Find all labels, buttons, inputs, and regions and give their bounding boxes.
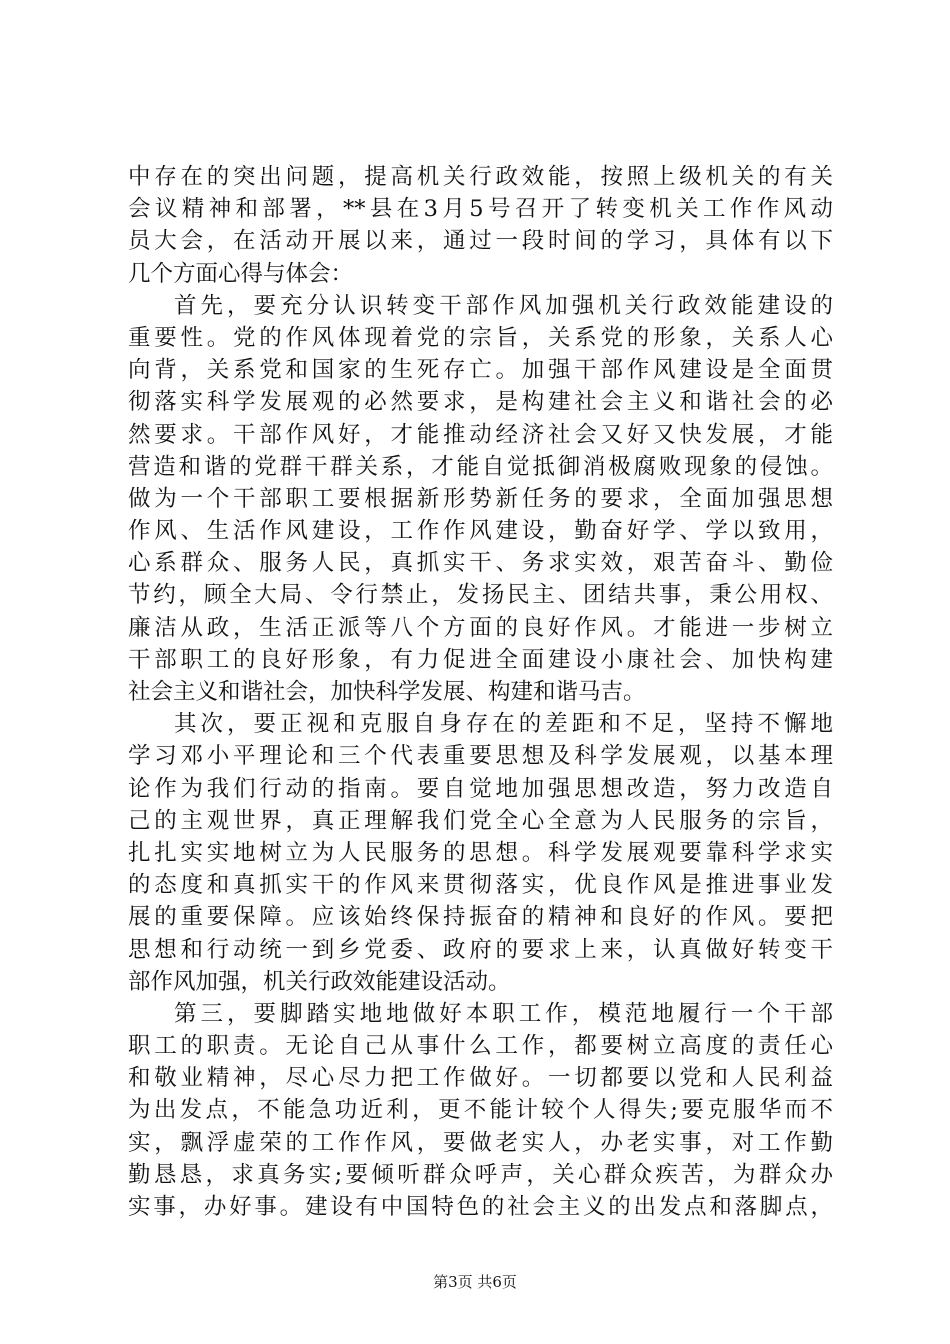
text-line: 几个方面心得与体会： <box>128 260 354 287</box>
text-line: 心系群众、服务人民，真抓实干、务求实效，艰苦奋斗、勤俭 <box>128 550 833 577</box>
text-line: 然要求。干部作风好，才能推动经济社会又好又快发展，才能 <box>128 421 833 448</box>
text-line: 实事，办好事。建设有中国特色的社会主义的出发点和落脚点， <box>128 1194 833 1220</box>
text-line: 干部职工的良好形象，有力促进全面建设小康社会、加快构建 <box>128 646 833 673</box>
text-line: 彻落实科学发展观的必然要求，是构建社会主义和谐社会的必 <box>128 389 833 416</box>
text-line: 首先，要充分认识转变干部作风加强机关行政效能建设的 <box>174 292 833 319</box>
text-line: 做为一个干部职工要根据新形势新任务的要求，全面加强思想 <box>128 485 833 512</box>
text-line: 和敬业精神，尽心尽力把工作做好。一切都要以党和人民利益 <box>128 1065 833 1092</box>
text-line: 思想和行动统一到乡党委、政府的要求上来，认真做好转变干 <box>128 936 833 963</box>
text-line: 其次，要正视和克服自身存在的差距和不足，坚持不懈地 <box>174 711 833 738</box>
text-line: 会议精神和部署，**县在3月5号召开了转变机关工作作风动 <box>128 196 833 223</box>
text-line: 重要性。党的作风体现着党的宗旨，关系党的形象，关系人心 <box>128 324 833 351</box>
text-line: 论作为我们行动的指南。要自觉地加强思想改造，努力改造自 <box>128 775 833 802</box>
text-line: 职工的职责。无论自己从事什么工作，都要树立高度的责任心 <box>128 1033 833 1060</box>
text-line: 中存在的突出问题，提高机关行政效能，按照上级机关的有关 <box>128 164 833 190</box>
text-line: 第三，要脚踏实地地做好本职工作，模范地履行一个干部 <box>174 1000 833 1027</box>
text-line: 节约，顾全大局、令行禁止，发扬民主、团结共事，秉公用权、 <box>128 582 833 609</box>
text-line: 社会主义和谐社会，加快科学发展、构建和谐马吉。 <box>128 679 646 705</box>
text-line: 员大会，在活动开展以来，通过一段时间的学习，具体有以下 <box>128 228 833 255</box>
text-line: 己的主观世界，真正理解我们党全心全意为人民服务的宗旨， <box>128 807 833 834</box>
text-line: 学习邓小平理论和三个代表重要思想及科学发展观，以基本理 <box>128 743 833 770</box>
text-line: 勤恳恳，求真务实;要倾听群众呼声，关心群众疾苦，为群众办 <box>128 1161 833 1188</box>
text-line: 展的重要保障。应该始终保持振奋的精神和良好的作风。要把 <box>128 904 833 931</box>
page-footer <box>0 1272 950 1292</box>
text-line: 营造和谐的党群干群关系，才能自觉抵御消极腐败现象的侵蚀。 <box>128 453 833 480</box>
text-line: 为出发点，不能急功近利，更不能计较个人得失;要克服华而不 <box>128 1097 833 1124</box>
page-number-text: 第3页 共6页 <box>433 1273 517 1291</box>
text-line: 廉洁从政，生活正派等八个方面的良好作风。才能进一步树立 <box>128 614 833 641</box>
document-body <box>128 161 833 1223</box>
text-line: 向背，关系党和国家的生死存亡。加强干部作风建设是全面贯 <box>128 357 833 384</box>
text-line: 扎扎实实地树立为人民服务的思想。科学发展观要靠科学求实 <box>128 839 833 866</box>
text-line: 作风、生活作风建设，工作作风建设，勤奋好学、学以致用， <box>128 518 833 545</box>
text-line: 部作风加强，机关行政效能建设活动。 <box>128 968 511 995</box>
text-line: 实，飘浮虚荣的工作作风，要做老实人，办老实事，对工作勤 <box>128 1129 833 1156</box>
text-line: 的态度和真抓实干的作风来贯彻落实，优良作风是推进事业发 <box>128 872 833 899</box>
